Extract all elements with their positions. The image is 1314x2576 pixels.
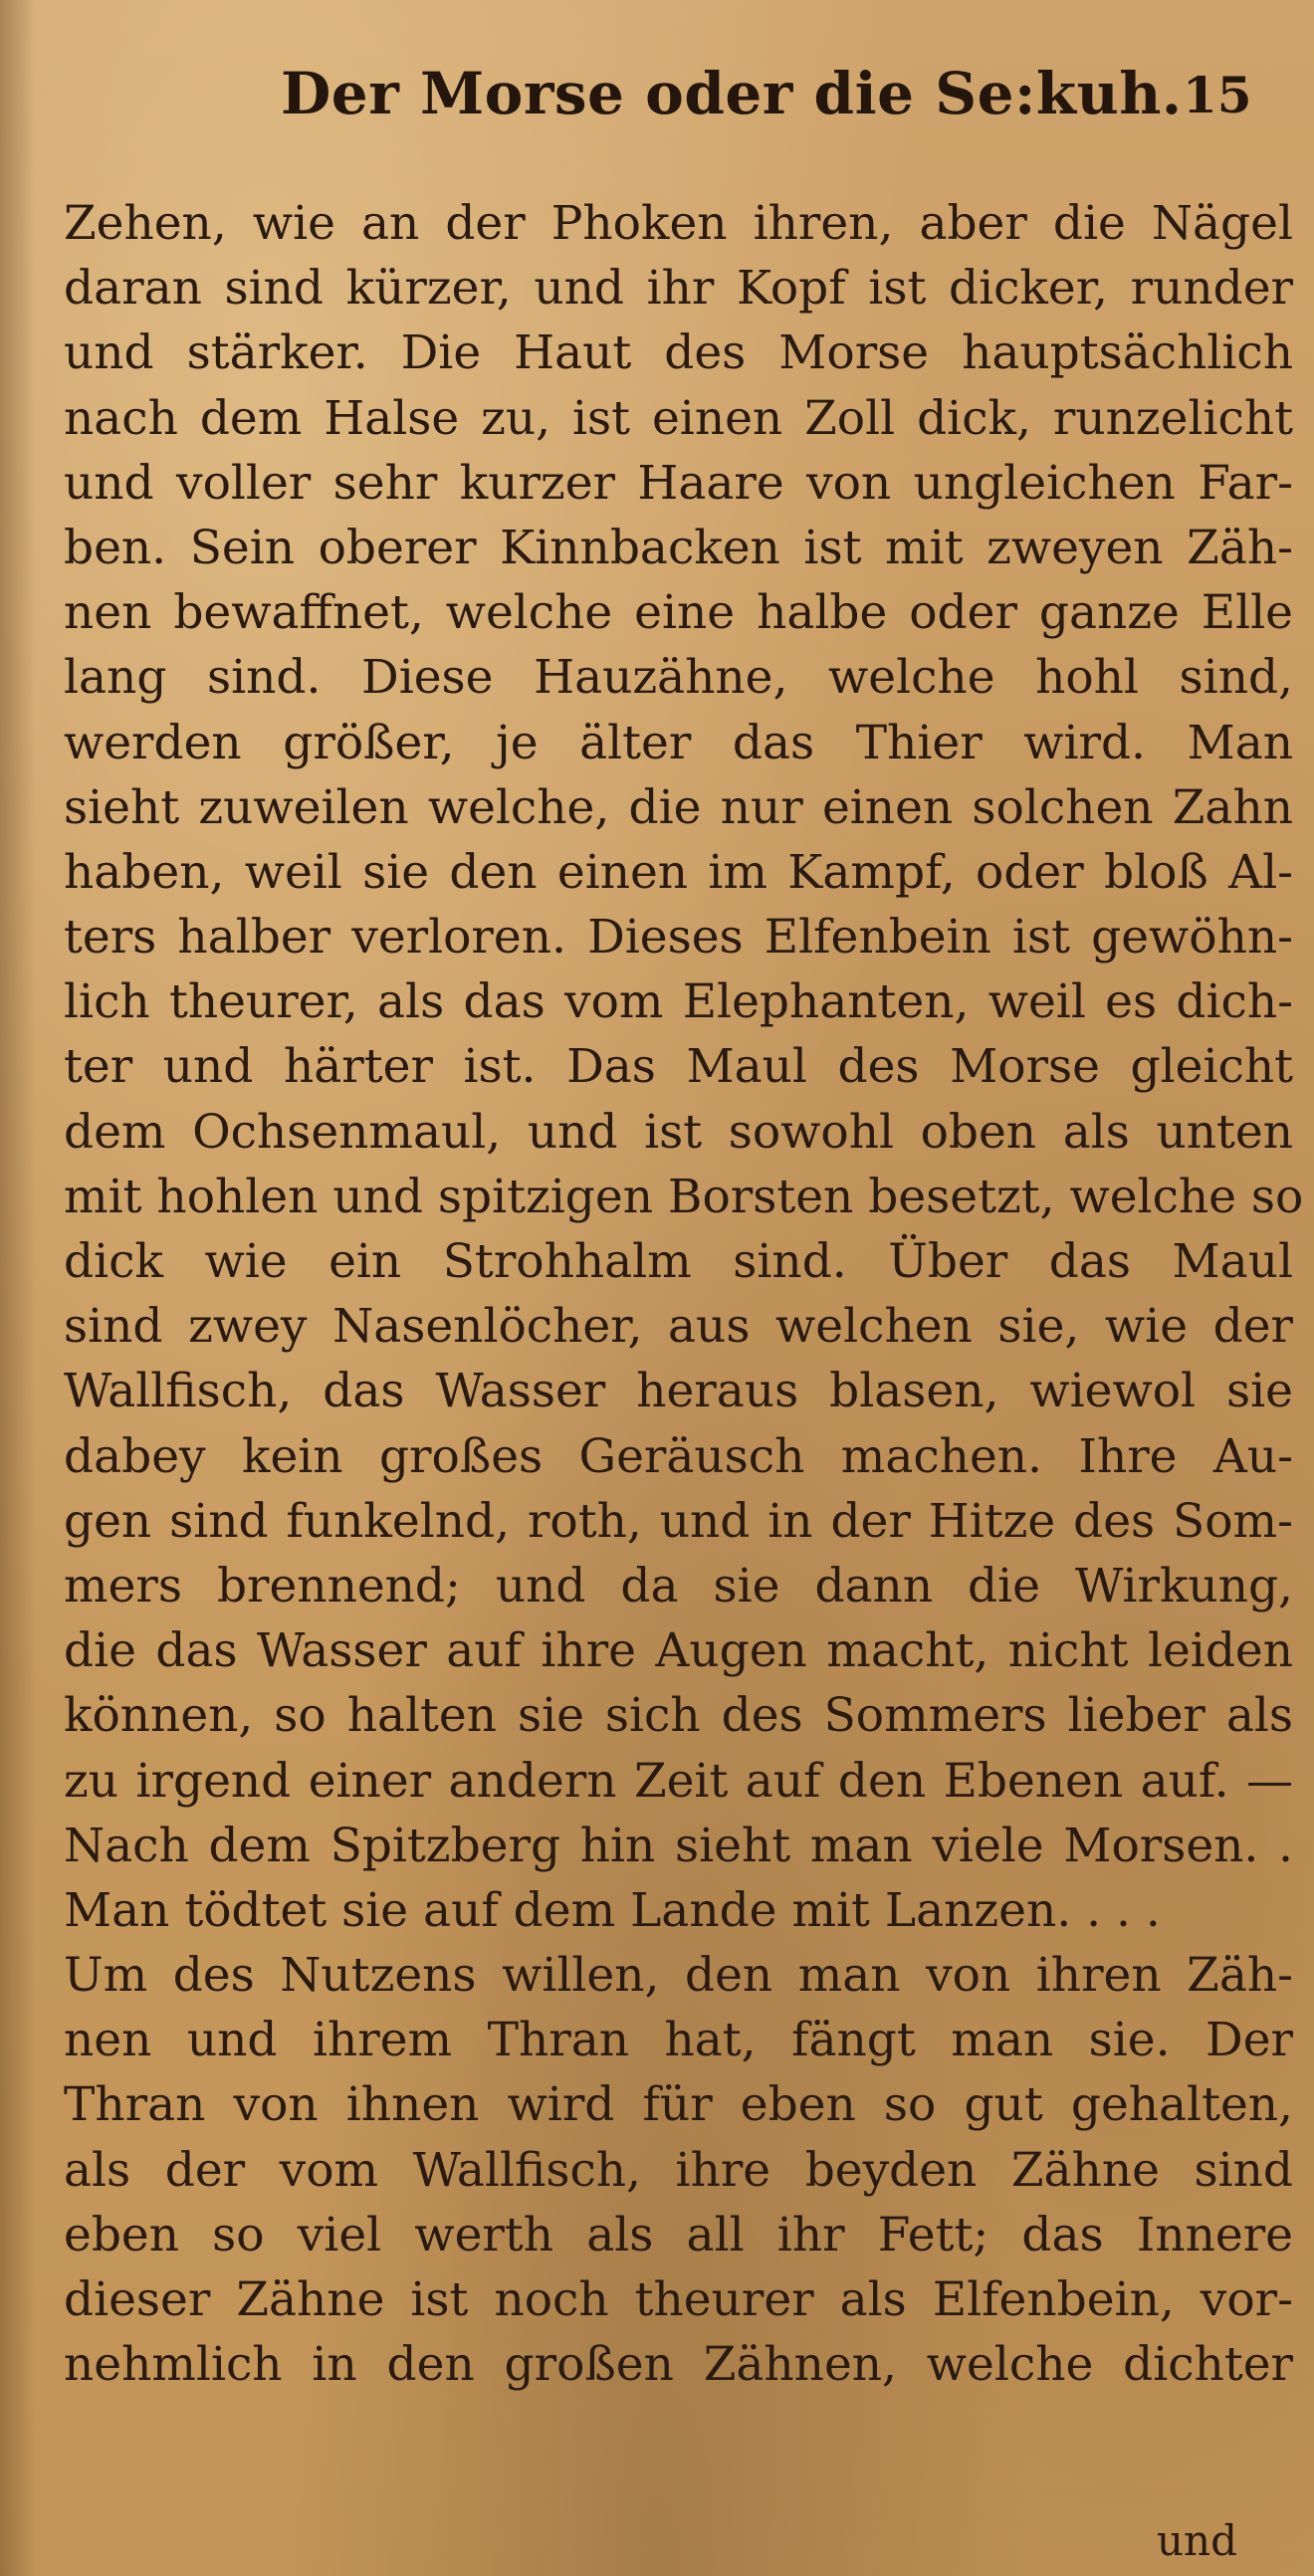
page-header — [0, 52, 1314, 141]
text-line: ben. Sein oberer Kinnbacken ist mit zweyen Zäh- — [64, 520, 1293, 575]
text-line: mers brennend; und da sie dann die Wirkung, — [64, 1558, 1293, 1613]
text-line: dem Ochsenmaul, und ist sowohl oben als unten — [64, 1104, 1293, 1160]
text-line: lich theurer, als das vom Elephanten, weil es dich- — [64, 974, 1293, 1030]
text-line: nen bewaffnet, welche eine halbe oder ganze Elle — [64, 585, 1293, 641]
body-text — [64, 191, 1304, 2397]
text-line: dieser Zähne ist noch theurer als Elfenbein, vor- — [64, 2272, 1293, 2327]
text-line: Wallfisch, das Wasser heraus blasen, wiewol sie — [64, 1364, 1293, 1419]
text-line: dick wie ein Strohhalm sind. Über das Maul — [64, 1234, 1293, 1289]
text-line: Man tödtet sie auf dem Lande mit Lanzen. . . . — [64, 1882, 1161, 1938]
text-line: werden größer, je älter das Thier wird. Man — [64, 715, 1293, 770]
text-line: ter und härter ist. Das Maul des Morse gleicht — [64, 1039, 1293, 1095]
text-line: nen und ihrem Thran hat, fängt man sie. Der — [64, 2013, 1293, 2068]
text-line: Thran von ihnen wird für eben so gut gehalten, — [64, 2077, 1293, 2133]
text-line: als der vom Wallfisch, ihre beyden Zähne sind — [64, 2142, 1293, 2198]
text-line: haben, weil sie den einen im Kampf, oder bloß Al- — [64, 844, 1293, 900]
text-line: die das Wasser auf ihre Augen macht, nicht leiden — [64, 1623, 1293, 1679]
text-line: ters halber verloren. Dieses Elfenbein ist gewöhn- — [64, 910, 1293, 966]
text-line: Um des Nutzens willen, den man von ihren Zäh- — [64, 1948, 1293, 2004]
text-line: mit hohlen und spitzigen Borsten besetzt, welche so — [64, 1169, 1304, 1224]
text-line: Nach dem Spitzberg hin sieht man viele Morsen. . — [64, 1818, 1293, 1873]
text-line: dabey kein großes Geräusch machen. Ihre Au- — [64, 1428, 1293, 1484]
page-gutter-shadow — [0, 0, 36, 2576]
text-line: zu irgend einer andern Zeit auf den Ebenen auf. — — [64, 1753, 1293, 1809]
catchword: und — [1157, 2516, 1237, 2565]
text-line: nach dem Halse zu, ist einen Zoll dick, runzelicht — [64, 390, 1293, 446]
text-line: Zehen, wie an der Phoken ihren, aber die Nägel — [64, 196, 1293, 251]
text-line: eben so viel werth als all ihr Fett; das Innere — [64, 2207, 1293, 2262]
text-line: gen sind funkelnd, roth, und in der Hitze des Som- — [64, 1493, 1293, 1549]
text-line: sind zwey Nasenlöcher, aus welchen sie, wie der — [64, 1299, 1293, 1355]
running-title: Der Morse oder die Se:kuh. — [281, 60, 1183, 127]
text-line: und voller sehr kurzer Haare von ungleichen Far- — [64, 455, 1293, 511]
text-line: nehmlich in den großen Zähnen, welche dichter — [64, 2337, 1293, 2393]
text-line: daran sind kürzer, und ihr Kopf ist dicker, runder — [64, 261, 1293, 317]
text-line: sieht zuweilen welche, die nur einen solchen Zahn — [64, 779, 1293, 835]
page-number: 15 — [1183, 66, 1252, 124]
text-line: und stärker. Die Haut des Morse hauptsächlich — [64, 325, 1293, 381]
text-line: können, so halten sie sich des Sommers lieber als — [64, 1688, 1293, 1744]
text-line: lang sind. Diese Hauzähne, welche hohl sind, — [64, 650, 1293, 706]
